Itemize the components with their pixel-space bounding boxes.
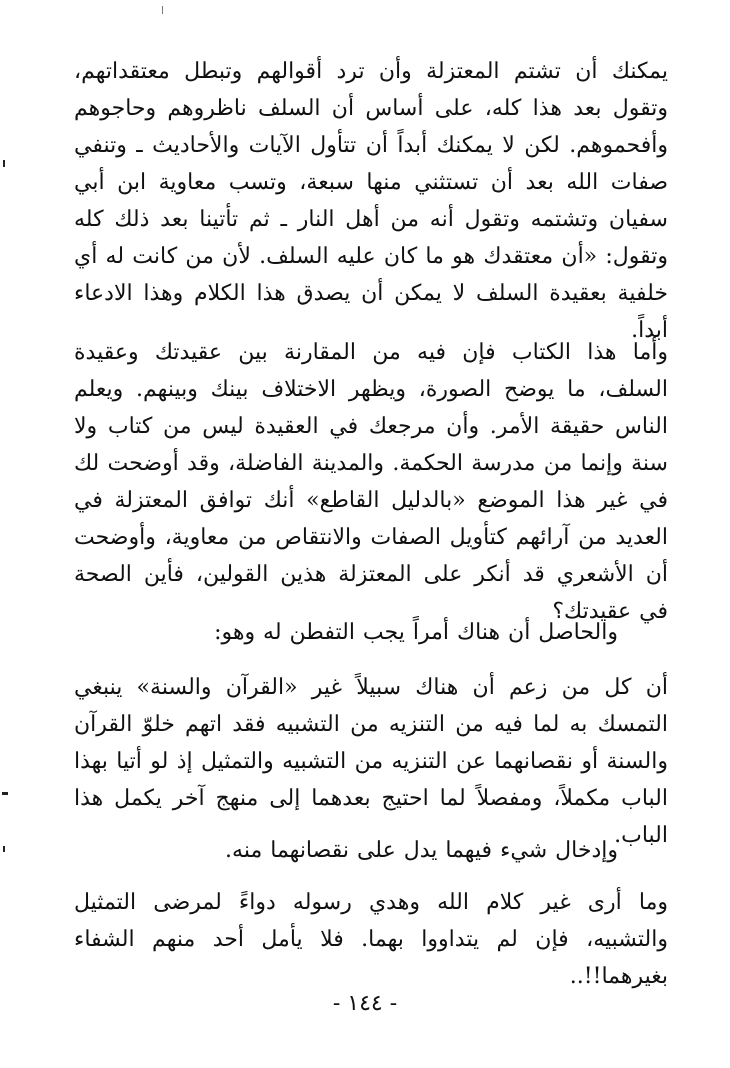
paragraph-6: وما أرى غير كلام الله وهدي رسوله دواءً لمرضى التمثيل والتشبيه، فإن لم يتداووا بهما. فلا يأمل أحد منهم الشفاء بغيرهما!!.. — [74, 890, 668, 989]
scan-mark-left-2 — [2, 792, 8, 795]
paragraph-4: أن كل من زعم أن هناك سبيلاً غير «القرآن والسنة» ينبغي التمسك به لما فيه من التنزيه من التشبيه فقد اتهم خلوّ القرآن والسنة أو نقصانهما عن التنزيه من التشبيه والتمثيل إذ لو أتيا بهذا الباب مكملاً، ومفصلاً لما احتيج بعدهما إلى منهج آخر يكمل هذا الباب. — [74, 675, 668, 848]
paragraph-1: يمكنك أن تشتم المعتزلة وأن ترد أقوالهم وتبطل معتقداتهم، وتقول بعد هذا كله، على أساس أن السلف ناظروهم وحاجوهم وأفحموهم. لكن لا يمكنك أبداً أن تتأول الآيات والأحاديث ـ وتنفي صفات الله بعد أن تستثني منها سبعة، وتسب معاوية ابن أبي سفيان وتشتمه وتقول أنه من أهل النار ـ ثم تأتينا بعد ذلك كله وتقول: «أن معتقدك هو ما كان عليه السلف. لأن من كانت له أي خلفية بعقيدة السلف لا يمكن أن يصدق هذا الكلام وهذا الادعاء أبداً. — [74, 59, 668, 343]
paragraph-5: وإدخال شيء فيهما يدل على نقصانهما منه. — [225, 838, 618, 863]
paragraph-3-block — [74, 614, 668, 651]
scan-mark-top — [162, 6, 163, 14]
paragraph-5-block — [74, 832, 668, 869]
scan-mark-left-1 — [3, 160, 5, 167]
paragraph-1-block — [74, 53, 668, 349]
scan-mark-left-3 — [3, 846, 5, 852]
paragraph-2: وأما هذا الكتاب فإن فيه من المقارنة بين عقيدتك وعقيدة السلف، ما يوضح الصورة، ويظهر الاختلاف بينك وبينهم. ويعلم الناس حقيقة الأمر. وأن مرجعك في العقيدة ليس من كتاب ولا سنة وإنما من مدرسة الحكمة. والمدينة الفاضلة، وقد أوضحت لك في غير هذا الموضع «بالدليل القاطع» أنك توافق المعتزلة في العديد من آرائهم كتأويل الصفات والانتقاص من معاوية، وأوضحت أن الأشعري قد أنكر على المعتزلة هذين القولين، فأين الصحة في عقيدتك؟ — [74, 340, 668, 624]
paragraph-4-block — [74, 669, 668, 854]
paragraph-3: والحاصل أن هناك أمراً يجب التفطن له وهو: — [214, 620, 618, 645]
paragraph-2-block — [74, 334, 668, 630]
paragraph-6-block — [74, 884, 668, 995]
page-number: - ١٤٤ - — [332, 991, 398, 1016]
